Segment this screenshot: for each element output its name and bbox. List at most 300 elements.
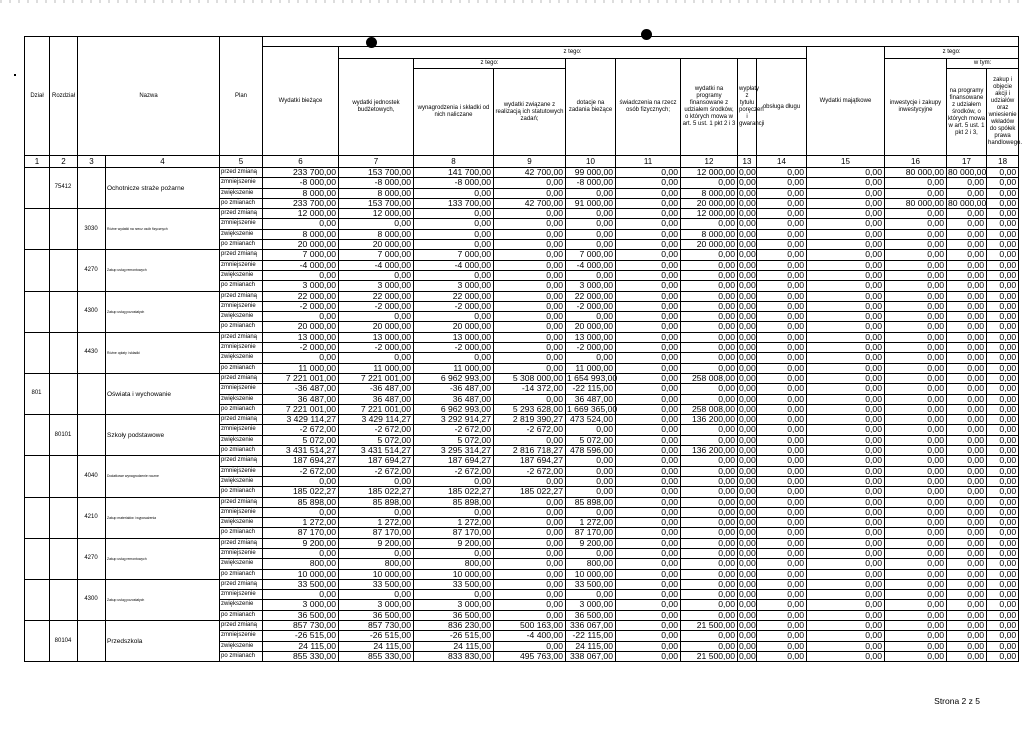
amount-cell: 0,00 <box>807 621 885 631</box>
amount-cell: 0,00 <box>494 590 566 600</box>
column-number: 6 <box>263 156 339 168</box>
amount-cell: 153 700,00 <box>339 168 414 178</box>
amount-cell: 0,00 <box>494 497 566 507</box>
row-label: zwiększenie <box>220 229 263 239</box>
amount-cell: 0,00 <box>739 568 756 579</box>
paragraf-code: 4300 <box>78 579 106 620</box>
amount-cell: 0,00 <box>494 363 566 373</box>
amount-cell: 0,00 <box>947 281 987 291</box>
amount-cell: 0,00 <box>757 332 807 342</box>
amount-cell: 0,00 <box>757 198 807 208</box>
amount-cell: 0,00 <box>807 312 885 322</box>
amount-cell: 0,00 <box>616 435 681 445</box>
amount-cell: 0,00 <box>757 281 807 291</box>
amount-cell: 0,00 <box>616 466 681 476</box>
dzial-code <box>25 579 50 620</box>
amount-cell: 0,00 <box>414 209 494 219</box>
row-label: przed zmianą <box>220 291 263 301</box>
amount-cell: 21 500,00 <box>681 651 738 661</box>
amount-cell: 0,00 <box>947 590 987 600</box>
amount-cell: 5 293 628,00 <box>494 404 566 414</box>
amount-cell: 0,00 <box>739 331 756 342</box>
amount-cell: 42 700,00 <box>494 198 566 208</box>
amount-cell: 0,00 <box>947 425 987 435</box>
amount-cell: 0,00 <box>757 456 807 466</box>
amount-cell: 0,00 <box>885 548 947 558</box>
amount-cell: 0,00 <box>681 332 738 342</box>
amount-cell: 0,00 <box>885 518 947 528</box>
amount-cell: 0,00 <box>616 219 681 229</box>
amount-cell: 0,00 <box>757 590 807 600</box>
amount-cell: 0,00 <box>616 353 681 363</box>
amount-cell: 0,00 <box>885 569 947 579</box>
amount-cell: 0,00 <box>339 507 414 517</box>
amount-cell: 0,00 <box>616 250 681 260</box>
amount-cell: 0,00 <box>947 219 987 229</box>
amount-cell: 0,00 <box>947 322 987 332</box>
amount-cell: 0,00 <box>885 610 947 620</box>
amount-cell: 0,00 <box>947 373 987 383</box>
amount-cell: 0,00 <box>947 250 987 260</box>
paragraf-code <box>78 373 106 414</box>
dzial-code <box>25 332 50 373</box>
amount-cell: 0,00 <box>739 496 756 507</box>
amount-cell: -2 672,00 <box>494 466 566 476</box>
dzial-code <box>25 209 50 250</box>
amount-cell: 0,00 <box>757 343 807 353</box>
amount-cell: 0,00 <box>739 342 756 353</box>
amount-cell: 0,00 <box>885 219 947 229</box>
row-label: zmniejszenie <box>220 301 263 311</box>
amount-cell: 10 000,00 <box>263 569 339 579</box>
amount-cell: 0,00 <box>757 384 807 394</box>
amount-cell: 85 898,00 <box>263 497 339 507</box>
amount-cell: 0,00 <box>414 590 494 600</box>
amount-cell: 42 700,00 <box>494 168 566 178</box>
amount-cell: 0,00 <box>885 404 947 414</box>
amount-cell: 0,00 <box>616 641 681 651</box>
amount-cell: 187 694,27 <box>263 456 339 466</box>
amount-cell: 0,00 <box>681 610 738 620</box>
row-label: po zmianach <box>220 528 263 538</box>
paragraf-code <box>78 168 106 209</box>
amount-cell: 0,00 <box>885 281 947 291</box>
amount-cell: 0,00 <box>987 332 1019 342</box>
amount-cell: 80 000,00 <box>885 198 947 208</box>
amount-cell: 12 000,00 <box>681 168 738 178</box>
row-label: zmniejszenie <box>220 548 263 558</box>
column-number: 10 <box>566 156 616 168</box>
amount-cell: 0,00 <box>947 651 987 661</box>
amount-cell: 0,00 <box>566 209 616 219</box>
amount-cell: 0,00 <box>566 507 616 517</box>
amount-cell: -8 000,00 <box>566 178 616 188</box>
amount-cell: 0,00 <box>757 322 807 332</box>
amount-cell: 0,00 <box>739 465 756 476</box>
amount-cell: 0,00 <box>681 600 738 610</box>
amount-cell: 36 500,00 <box>263 610 339 620</box>
amount-cell: 0,00 <box>681 343 738 353</box>
amount-cell: 0,00 <box>566 548 616 558</box>
amount-cell: -8 000,00 <box>263 178 339 188</box>
amount-cell: 0,00 <box>757 404 807 414</box>
amount-cell: 0,00 <box>807 373 885 383</box>
header-wydatki-jednostek: wydatki jednostek budżetowych, <box>339 59 414 156</box>
amount-cell: 0,00 <box>885 363 947 373</box>
amount-cell: 185 022,27 <box>494 487 566 497</box>
amount-cell: 0,00 <box>681 631 738 641</box>
header-z-tego-sub: z tego: <box>414 59 566 69</box>
amount-cell: 0,00 <box>807 425 885 435</box>
amount-cell: 0,00 <box>947 456 987 466</box>
item-name: Zakup usług pozostałych <box>106 579 220 620</box>
header-z-tego: z tego: <box>339 47 807 59</box>
amount-cell: 0,00 <box>885 240 947 250</box>
amount-cell: 0,00 <box>494 394 566 404</box>
amount-cell: 0,00 <box>739 187 756 198</box>
amount-cell: 1 272,00 <box>263 518 339 528</box>
amount-cell: 0,00 <box>739 208 756 219</box>
column-number: 8 <box>414 156 494 168</box>
amount-cell: 7 000,00 <box>566 250 616 260</box>
column-number: 5 <box>220 156 263 168</box>
row-label: zmniejszenie <box>220 466 263 476</box>
amount-cell: 8 000,00 <box>339 188 414 198</box>
amount-cell: 0,00 <box>885 343 947 353</box>
amount-cell: 1 272,00 <box>339 518 414 528</box>
amount-cell: 0,00 <box>681 456 738 466</box>
amount-cell: 0,00 <box>757 219 807 229</box>
amount-cell: 0,00 <box>494 312 566 322</box>
amount-cell: 0,00 <box>339 312 414 322</box>
amount-cell: 0,00 <box>616 507 681 517</box>
amount-cell: 9 200,00 <box>339 538 414 548</box>
amount-cell: 0,00 <box>566 466 616 476</box>
amount-cell: 0,00 <box>739 321 756 332</box>
amount-cell: 0,00 <box>807 497 885 507</box>
amount-cell: 0,00 <box>885 229 947 239</box>
amount-cell: 336 067,00 <box>566 621 616 631</box>
amount-cell: 0,00 <box>757 487 807 497</box>
row-label: przed zmianą <box>220 621 263 631</box>
row-label: przed zmianą <box>220 168 263 178</box>
item-name: Zakup materiałów i wyposażenia <box>106 497 220 538</box>
amount-cell: 87 170,00 <box>414 528 494 538</box>
amount-cell: 0,00 <box>807 538 885 548</box>
amount-cell: 0,00 <box>947 353 987 363</box>
amount-cell: 0,00 <box>885 446 947 456</box>
amount-cell: 0,00 <box>947 435 987 445</box>
amount-cell: 0,00 <box>885 641 947 651</box>
column-number: 13 <box>738 156 757 168</box>
amount-cell: 87 170,00 <box>263 528 339 538</box>
table-row <box>25 291 1019 301</box>
amount-cell: 0,00 <box>807 363 885 373</box>
amount-cell: 800,00 <box>263 559 339 569</box>
amount-cell: 0,00 <box>987 507 1019 517</box>
item-name: Dodatkowe wynagrodzenie roczne <box>106 456 220 497</box>
row-label: zwiększenie <box>220 641 263 651</box>
amount-cell: -4 000,00 <box>263 260 339 270</box>
table-row <box>25 415 1019 425</box>
amount-cell: 0,00 <box>566 188 616 198</box>
amount-cell: -22 115,00 <box>566 631 616 641</box>
amount-cell: 0,00 <box>885 579 947 589</box>
amount-cell: 21 500,00 <box>681 621 738 631</box>
amount-cell: 33 500,00 <box>566 579 616 589</box>
amount-cell: 0,00 <box>757 641 807 651</box>
page-number: Strona 2 z 5 <box>934 696 980 706</box>
amount-cell: 22 000,00 <box>566 291 616 301</box>
amount-cell: 0,00 <box>681 425 738 435</box>
amount-cell: 0,00 <box>681 384 738 394</box>
amount-cell: 0,00 <box>885 507 947 517</box>
amount-cell: 0,00 <box>616 384 681 394</box>
amount-cell: 0,00 <box>566 590 616 600</box>
amount-cell: 0,00 <box>681 219 738 229</box>
amount-cell: 7 221 001,00 <box>339 373 414 383</box>
header-nazwa: Nazwa <box>78 37 220 156</box>
header-wyplaty: wypłaty z tytułu poręczeń i gwarancji <box>738 59 757 156</box>
amount-cell: 0,00 <box>739 558 756 569</box>
amount-cell: 0,00 <box>757 538 807 548</box>
row-label: zmniejszenie <box>220 260 263 270</box>
amount-cell: -2 000,00 <box>414 343 494 353</box>
amount-cell: -4 000,00 <box>339 260 414 270</box>
amount-cell: 0,00 <box>947 528 987 538</box>
amount-cell: 3 000,00 <box>263 281 339 291</box>
amount-cell: 0,00 <box>757 507 807 517</box>
amount-cell: 0,00 <box>947 312 987 322</box>
amount-cell: 0,00 <box>263 353 339 363</box>
amount-cell: 0,00 <box>739 475 756 486</box>
amount-cell: 0,00 <box>987 569 1019 579</box>
amount-cell: 153 700,00 <box>339 198 414 208</box>
item-name: Zakup usług remontowych <box>106 538 220 579</box>
amount-cell: 0,00 <box>681 476 738 486</box>
amount-cell: 0,00 <box>987 528 1019 538</box>
header-akcje: zakup i objęcie akcji i udziałów oraz wniesienie wkładów do spółek prawa handlowego. <box>987 69 1019 156</box>
table-row <box>25 373 1019 383</box>
amount-cell: -14 372,00 <box>494 384 566 394</box>
row-label: przed zmianą <box>220 209 263 219</box>
amount-cell: 0,00 <box>739 434 756 445</box>
item-name: Ochotnicze straże pożarne <box>106 168 220 209</box>
amount-cell: 0,00 <box>616 487 681 497</box>
amount-cell: 9 200,00 <box>566 538 616 548</box>
amount-cell: 20 000,00 <box>263 240 339 250</box>
amount-cell: 0,00 <box>739 630 756 641</box>
amount-cell: 0,00 <box>739 640 756 651</box>
amount-cell: 0,00 <box>616 415 681 425</box>
amount-cell: 0,00 <box>414 240 494 250</box>
amount-cell: 0,00 <box>616 188 681 198</box>
amount-cell: 0,00 <box>757 250 807 260</box>
amount-cell: 0,00 <box>616 425 681 435</box>
amount-cell: 11 000,00 <box>339 363 414 373</box>
amount-cell: 0,00 <box>807 415 885 425</box>
amount-cell: 0,00 <box>885 353 947 363</box>
amount-cell: 0,00 <box>757 569 807 579</box>
amount-cell: 0,00 <box>757 425 807 435</box>
amount-cell: 22 000,00 <box>339 291 414 301</box>
header-wydatki-majatkowe: Wydatki majątkowe <box>807 47 885 156</box>
amount-cell: 3 000,00 <box>414 281 494 291</box>
header-dzial: Dział <box>25 37 50 156</box>
amount-cell: 0,00 <box>885 373 947 383</box>
amount-cell: 0,00 <box>807 651 885 661</box>
amount-cell: -2 672,00 <box>339 425 414 435</box>
amount-cell: 0,00 <box>681 569 738 579</box>
item-name: Różne wydatki na rzecz osób fizycznych <box>106 209 220 250</box>
column-number: 4 <box>106 156 220 168</box>
amount-cell: 0,00 <box>681 312 738 322</box>
item-name: Zakup usług remontowych <box>106 250 220 291</box>
amount-cell: 0,00 <box>616 590 681 600</box>
amount-cell: -2 000,00 <box>566 301 616 311</box>
amount-cell: -26 515,00 <box>263 631 339 641</box>
amount-cell: 0,00 <box>414 312 494 322</box>
amount-cell: 0,00 <box>947 579 987 589</box>
amount-cell: 0,00 <box>757 415 807 425</box>
paragraf-code: 4270 <box>78 538 106 579</box>
amount-cell: 0,00 <box>739 620 756 631</box>
row-label: po zmianach <box>220 240 263 250</box>
amount-cell: 0,00 <box>947 404 987 414</box>
amount-cell: 0,00 <box>739 445 756 456</box>
amount-cell: 0,00 <box>807 641 885 651</box>
amount-cell: 0,00 <box>987 353 1019 363</box>
amount-cell: 0,00 <box>757 631 807 641</box>
amount-cell: 1 669 365,00 <box>567 403 618 414</box>
row-label: po zmianach <box>220 487 263 497</box>
amount-cell: 0,00 <box>987 518 1019 528</box>
amount-cell: 0,00 <box>885 178 947 188</box>
amount-cell: 0,00 <box>757 240 807 250</box>
amount-cell: 0,00 <box>616 559 681 569</box>
amount-cell: 8 000,00 <box>681 229 738 239</box>
amount-cell: 10 000,00 <box>566 569 616 579</box>
amount-cell: 7 221 001,00 <box>263 373 339 383</box>
amount-cell: 0,00 <box>947 538 987 548</box>
amount-cell: 0,00 <box>616 363 681 373</box>
amount-cell: 7 000,00 <box>414 250 494 260</box>
amount-cell: 11 000,00 <box>414 363 494 373</box>
amount-cell: 0,00 <box>987 641 1019 651</box>
amount-cell: 0,00 <box>947 270 987 280</box>
item-name: Szkoły podstawowe <box>106 415 220 456</box>
column-number: 7 <box>339 156 414 168</box>
amount-cell: 0,00 <box>739 239 756 250</box>
amount-cell: 0,00 <box>885 291 947 301</box>
amount-cell: 0,00 <box>494 291 566 301</box>
amount-cell: 85 898,00 <box>414 497 494 507</box>
amount-cell: 0,00 <box>616 631 681 641</box>
amount-cell: 9 200,00 <box>414 538 494 548</box>
amount-cell: 0,00 <box>807 548 885 558</box>
amount-cell: 0,00 <box>494 559 566 569</box>
amount-cell: 0,00 <box>263 476 339 486</box>
amount-cell: 187 694,27 <box>414 456 494 466</box>
amount-cell: 0,00 <box>263 590 339 600</box>
paragraf-code: 3030 <box>78 209 106 250</box>
amount-cell: 0,00 <box>681 487 738 497</box>
amount-cell: 133 700,00 <box>414 198 494 208</box>
amount-cell: 0,00 <box>885 651 947 661</box>
rozdzial-code <box>50 291 78 332</box>
amount-cell: 0,00 <box>885 538 947 548</box>
header-obsluga-dlugu: obsługa długu <box>757 59 807 156</box>
amount-cell: 0,00 <box>947 394 987 404</box>
amount-cell: -2 672,00 <box>494 425 566 435</box>
margin-dot <box>14 74 16 76</box>
amount-cell: 3 000,00 <box>339 281 414 291</box>
amount-cell: 0,00 <box>739 589 756 600</box>
amount-cell: 0,00 <box>987 559 1019 569</box>
row-label: przed zmianą <box>220 497 263 507</box>
amount-cell: 0,00 <box>739 259 756 270</box>
amount-cell: 3 000,00 <box>339 600 414 610</box>
amount-cell: 0,00 <box>885 456 947 466</box>
amount-cell: -4 000,00 <box>414 260 494 270</box>
amount-cell: 0,00 <box>807 569 885 579</box>
amount-cell: -8 000,00 <box>414 178 494 188</box>
amount-cell: 0,00 <box>987 343 1019 353</box>
row-label: zwiększenie <box>220 600 263 610</box>
amount-cell: 0,00 <box>339 353 414 363</box>
budget-table <box>24 36 1023 662</box>
amount-cell: 0,00 <box>616 446 681 456</box>
amount-cell: 0,00 <box>739 218 756 229</box>
row-label: zmniejszenie <box>220 507 263 517</box>
amount-cell: 836 230,00 <box>414 621 494 631</box>
amount-cell: 0,00 <box>947 621 987 631</box>
amount-cell: 0,00 <box>947 384 987 394</box>
amount-cell: 0,00 <box>947 240 987 250</box>
item-name: Przedszkola <box>106 621 220 662</box>
amount-cell: 0,00 <box>807 343 885 353</box>
amount-cell: 0,00 <box>987 240 1019 250</box>
amount-cell: -4 000,00 <box>566 260 616 270</box>
amount-cell: 0,00 <box>885 394 947 404</box>
header-swiadczenia: świadczenia na rzecz osób fizycznych; <box>616 59 681 156</box>
amount-cell: 800,00 <box>339 559 414 569</box>
amount-cell: 0,00 <box>885 487 947 497</box>
amount-cell: 8 000,00 <box>339 229 414 239</box>
amount-cell: 0,00 <box>885 631 947 641</box>
amount-cell: 1 272,00 <box>566 518 616 528</box>
amount-cell: 0,00 <box>739 414 756 425</box>
amount-cell: -26 515,00 <box>414 631 494 641</box>
amount-cell: 0,00 <box>807 394 885 404</box>
amount-cell: 24 115,00 <box>566 641 616 651</box>
amount-cell: 8 000,00 <box>263 229 339 239</box>
amount-cell: 0,00 <box>681 435 738 445</box>
amount-cell: 3 000,00 <box>566 281 616 291</box>
amount-cell: 233 700,00 <box>263 168 339 178</box>
amount-cell: 36 487,00 <box>414 394 494 404</box>
amount-cell: 0,00 <box>739 311 756 322</box>
amount-cell: 0,00 <box>739 362 756 373</box>
amount-cell: 36 487,00 <box>339 394 414 404</box>
amount-cell: 0,00 <box>681 548 738 558</box>
amount-cell: 0,00 <box>987 466 1019 476</box>
amount-cell: 0,00 <box>566 219 616 229</box>
amount-cell: 0,00 <box>807 178 885 188</box>
amount-cell: 0,00 <box>739 177 756 188</box>
amount-cell: 0,00 <box>616 610 681 620</box>
amount-cell: 0,00 <box>947 332 987 342</box>
